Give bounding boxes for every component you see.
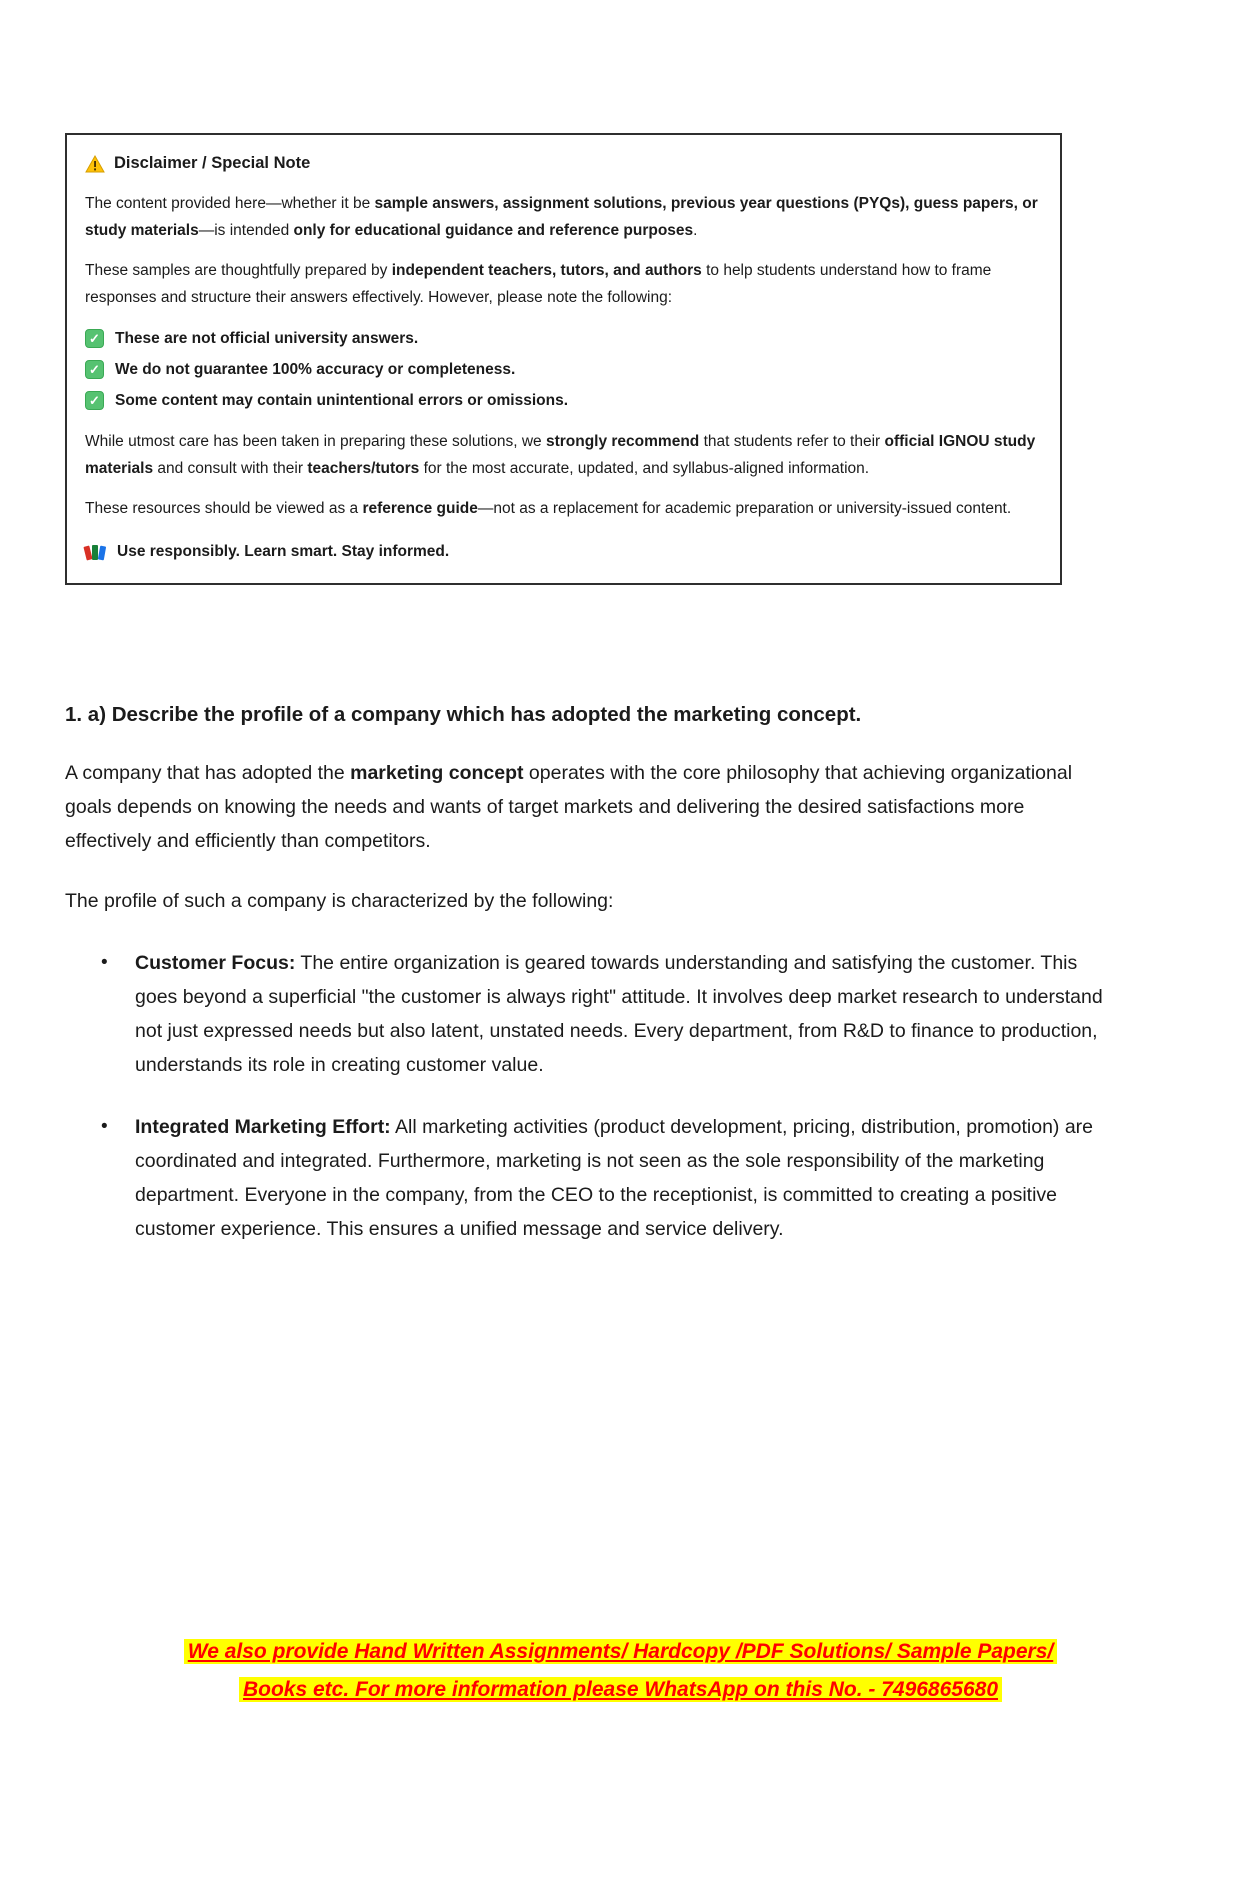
- check-icon: ✓: [85, 391, 104, 410]
- text-run: While utmost care has been taken in preparing these solutions, we: [85, 433, 546, 450]
- text-run: The content provided here—whether it be: [85, 195, 375, 212]
- answer-paragraph-1: [65, 756, 1104, 858]
- disclaimer-title-row: [85, 150, 1038, 177]
- text-run: sample answers, assignment solutions, previous year questions (PYQs), guess papers, or study materials: [85, 195, 1038, 239]
- text-run: teachers/tutors: [307, 460, 420, 477]
- checklist-item-text: Some content may contain unintentional errors or omissions.: [115, 392, 569, 409]
- promo-line-1: We also provide Hand Written Assignments/ Hardcopy /PDF Solutions/ Sample Papers/: [184, 1639, 1057, 1664]
- checklist-item-text: These are not official university answers.: [115, 330, 419, 347]
- text-run: .: [693, 222, 698, 239]
- text-run: strongly recommend: [545, 433, 700, 450]
- disclaimer-box: [65, 133, 1062, 585]
- checklist-item: [85, 356, 1038, 383]
- disclaimer-paragraph-4: [85, 495, 1038, 522]
- answer-paragraph-2: The profile of such a company is characterized by the following:: [65, 890, 614, 912]
- bullet-item-integrated-marketing: [65, 1110, 1104, 1246]
- text-run: official IGNOU study materials: [85, 433, 1036, 477]
- checklist-item: [85, 387, 1038, 414]
- text-run: reference guide: [362, 500, 478, 517]
- checklist-item-text: We do not guarantee 100% accuracy or completeness.: [115, 361, 516, 378]
- text-run: A company that has adopted the: [65, 762, 351, 784]
- disclaimer-paragraph-2: [85, 257, 1038, 311]
- text-run: that students refer to their: [699, 433, 885, 450]
- checklist-item: [85, 325, 1038, 352]
- text-run: These samples are thoughtfully prepared by: [85, 262, 392, 279]
- bullet-text: The entire organization is geared towards understanding and satisfying the customer. This goes beyond a superficial "the customer is always right" attitude. It involves deep market research to understand not just expressed needs but also latent, unstated needs. Every department, from R&D to finance to production, understands its role in creating customer value.: [135, 952, 1103, 1076]
- books-icon: [85, 543, 107, 560]
- text-run: marketing concept: [350, 762, 524, 784]
- bullet-item-customer-focus: [65, 946, 1104, 1082]
- disclaimer-paragraph-3: [85, 428, 1038, 482]
- disclaimer-footnote: [85, 538, 1038, 565]
- bullet-text: All marketing activities (product development, pricing, distribution, promotion) are coordinated and integrated. Furthermore, marketing is not seen as the sole responsibility of the marketing department. Everyone in the company, from the CEO to the receptionist, is committed to creating a positive customer experience. This ensures a unified message and service delivery.: [135, 1116, 1094, 1240]
- answer-section: [65, 700, 1176, 1246]
- disclaimer-title: Disclaimer / Special Note: [114, 154, 311, 172]
- warning-icon: [85, 155, 105, 173]
- document-page: [0, 133, 1241, 1246]
- check-icon: ✓: [85, 360, 104, 379]
- text-run: for the most accurate, updated, and syllabus-aligned information.: [419, 460, 870, 477]
- text-run: operates with the core philosophy that achieving organizational goals depends on knowing the needs and wants of target markets and delivering the desired satisfactions more effectively and efficiently than competitors.: [65, 762, 1073, 852]
- text-run: to help students understand how to frame responses and structure their answers effectively. However, please note the following:: [85, 262, 992, 306]
- answer-bullet-list: [65, 946, 1104, 1246]
- promo-line-2: Books etc. For more information please WhatsApp on this No. - 7496865680: [239, 1677, 1002, 1702]
- text-run: only for educational guidance and reference purposes: [293, 222, 694, 239]
- disclaimer-paragraph-1: [85, 190, 1038, 244]
- disclaimer-footnote-text: Use responsibly. Learn smart. Stay informed.: [117, 543, 450, 560]
- text-run: —not as a replacement for academic preparation or university-issued content.: [477, 500, 1012, 517]
- text-run: These resources should be viewed as a: [85, 500, 363, 517]
- question-heading: 1. a) Describe the profile of a company which has adopted the marketing concept.: [65, 703, 862, 726]
- bullet-label: Integrated Marketing Effort:: [135, 1116, 391, 1138]
- check-icon: ✓: [85, 329, 104, 348]
- disclaimer-checklist: [85, 325, 1038, 414]
- text-run: independent teachers, tutors, and authors: [391, 262, 702, 279]
- bullet-label: Customer Focus:: [135, 952, 296, 974]
- whatsapp-promo-banner: [65, 1633, 1176, 1709]
- text-run: —is intended: [198, 222, 294, 239]
- text-run: and consult with their: [153, 460, 308, 477]
